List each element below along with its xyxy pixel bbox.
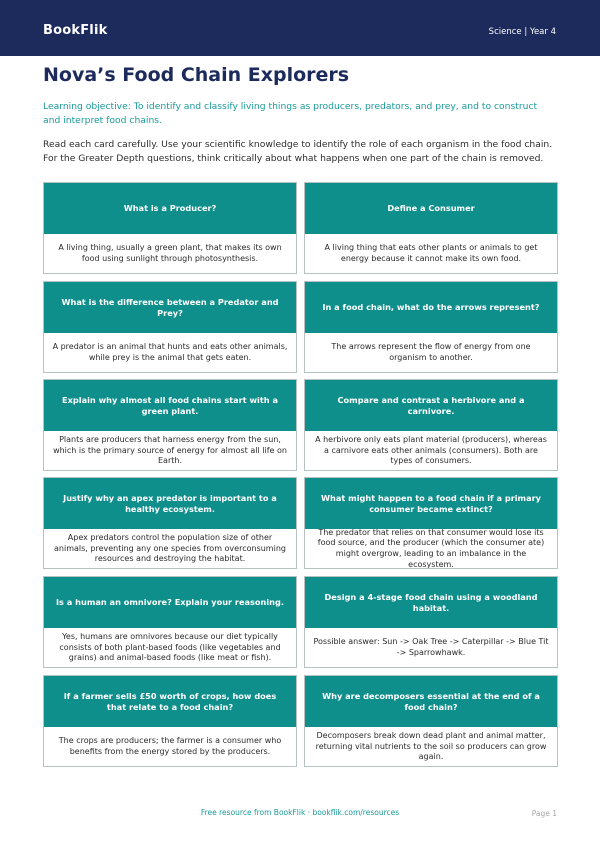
card-question: Compare and contrast a herbivore and a carnivore. (305, 380, 557, 431)
question-card (304, 675, 558, 767)
question-card (43, 182, 297, 274)
card-answer: A predator is an animal that hunts and eats other animals, while prey is the animal that gets eaten. (52, 342, 288, 362)
question-card (304, 281, 558, 373)
card-question: What is a Producer? (44, 183, 296, 234)
question-card (43, 379, 297, 471)
card-answer: Yes, humans are omnivores because our diet typically consists of both plant-based foods (like vegetables and grains) and animal-based foods (like meat or fish). (59, 632, 281, 663)
footer-link[interactable]: Free resource from BookFlik · bookflik.com/resources (200, 808, 400, 817)
card-question: Justify why an apex predator is important to a healthy ecosystem. (44, 478, 296, 529)
card-question: If a farmer sells £50 worth of crops, how does that relate to a food chain? (44, 676, 296, 727)
page-number: Page 1 (531, 809, 557, 818)
card-answer: The predator that relies on that consumer would lose its food source, and the producer (which the consumer ate) might overgrow, leading to an imbalance in the ecosystem. (317, 527, 545, 569)
card-question: Define a Consumer (305, 183, 557, 234)
card-answer: Decomposers break down dead plant and animal matter, returning vital nutrients to the soil so producers can grow again. (315, 731, 547, 762)
question-card (304, 182, 558, 274)
learning-objective: Learning objective: To identify and classify living things as producers, predators, and prey, and to construct and interpret food chains. (43, 101, 538, 126)
card-answer: Apex predators control the population size of other animals, preventing any one species from overconsuming resources and destroying the habitat. (54, 533, 286, 564)
question-card (304, 576, 558, 668)
subject-year-tag: Science | Year 4 (488, 27, 556, 37)
question-card (304, 379, 558, 471)
card-answer: A living thing, usually a green plant, that makes its own food using sunlight through photosynthesis. (58, 243, 282, 263)
card-answer: The crops are producers; the farmer is a consumer who benefits from the energy stored by the producers. (58, 736, 282, 756)
brand-logo-text[interactable]: BookFlik (43, 23, 108, 38)
card-answer: A living thing that eats other plants or animals to get energy because it cannot make its own food. (324, 243, 538, 263)
question-card (43, 477, 297, 569)
page-title: Nova’s Food Chain Explorers (43, 64, 350, 86)
card-question: What might happen to a food chain if a primary consumer became extinct? (305, 478, 557, 529)
question-card (43, 281, 297, 373)
header-bar (0, 0, 600, 56)
card-answer: Plants are producers that harness energy from the sun, which is the primary source of energy for almost all life on Earth. (53, 435, 287, 466)
card-answer: The arrows represent the flow of energy from one organism to another. (331, 342, 531, 362)
card-question: What is the difference between a Predator and Prey? (44, 282, 296, 333)
card-question: In a food chain, what do the arrows represent? (305, 282, 557, 333)
question-card (304, 477, 558, 569)
card-question: Why are decomposers essential at the end of a food chain? (305, 676, 557, 727)
card-answer: A herbivore only eats plant material (producers), whereas a carnivore eats other animals (consumers). Both are types of consumers. (315, 435, 547, 466)
instructions-text: Read each card carefully. Use your scientific knowledge to identify the role of each organism in the food chain. For the Greater Depth questions, think critically about what happens when one part of the chain is removed. (43, 139, 553, 164)
card-question: Is a human an omnivore? Explain your reasoning. (44, 577, 296, 628)
question-card (43, 675, 297, 767)
question-card (43, 576, 297, 668)
card-answer: Possible answer: Sun -> Oak Tree -> Caterpillar -> Blue Tit -> Sparrowhawk. (313, 637, 549, 657)
card-question: Design a 4-stage food chain using a woodland habitat. (305, 577, 557, 628)
card-question: Explain why almost all food chains start with a green plant. (44, 380, 296, 431)
